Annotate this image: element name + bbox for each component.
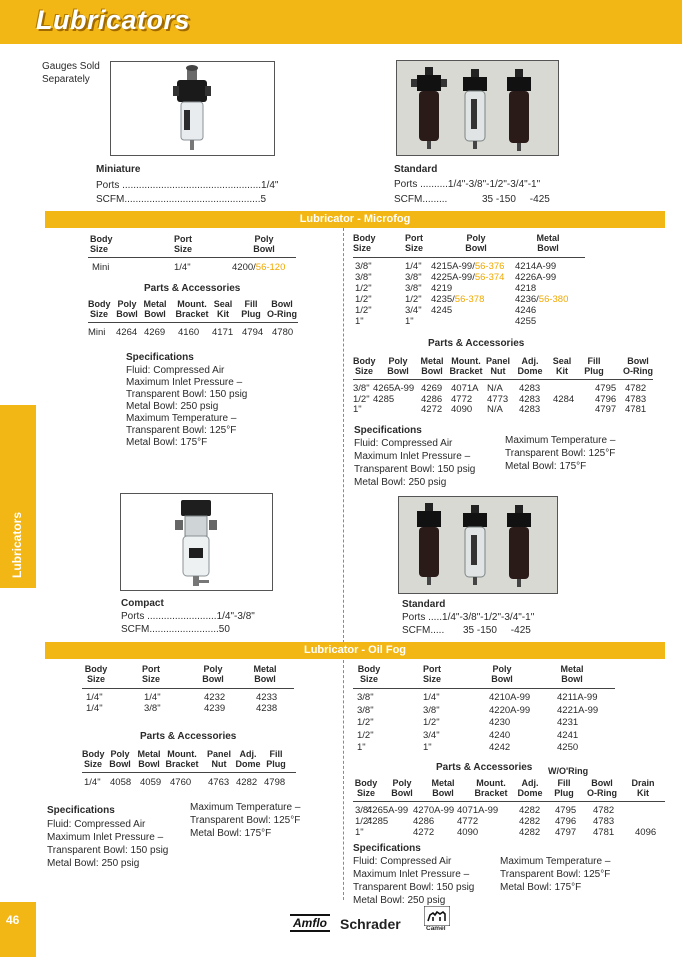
oilfog-rows-cell: 4240 (489, 729, 511, 741)
microfog-parts-rows-cell: 4090 (451, 404, 473, 415)
microfog-poly-alt: 56-374 (474, 272, 505, 283)
microfog-poly-alt: 56-378 (454, 294, 485, 305)
microfog-cell-body: 1/2" (355, 305, 372, 316)
microfog-cell-metal (515, 316, 536, 327)
microfog-parts-header-cell: Seal Kit (552, 356, 572, 376)
compact-parts-header-cell: Adj. Dome (235, 749, 261, 769)
microfog-cell-poly (431, 261, 504, 272)
microfog-cell-port: 3/8" (405, 272, 422, 283)
oilfog-parts-header-cell: Adj. Dome (517, 778, 543, 798)
compact-spec-left: Metal Bowl: 250 psig (47, 858, 140, 869)
gauges-note: Gauges Sold Separately (42, 61, 100, 85)
miniature-scfm: SCFM.................................................5 (96, 194, 267, 205)
compact-table-header (82, 664, 292, 686)
compact-parts-cell: 4059 (140, 777, 162, 788)
mini-spec-line: Metal Bowl: 250 psig (126, 401, 219, 412)
microfog-cell-port: 1/2" (405, 294, 422, 305)
oilfog-rows-cell: 4221A-99 (557, 704, 599, 716)
microfog-parts-rule (353, 379, 653, 380)
oilfog-wo-ring: W/O'Ring (548, 766, 589, 776)
mini-parts-cell: 4780 (272, 327, 294, 338)
oilfog-parts-header-cell: Poly Bowl (391, 778, 413, 798)
oilfog-parts-rows-cell: 1/2" (355, 816, 372, 827)
microfog-parts-header-cell: Bowl O-Ring (623, 356, 653, 376)
microfog-cell-metal (515, 305, 536, 316)
microfog-parts-rows-cell: 4795 (595, 383, 617, 394)
mini-parts-title: Parts & Accessories (144, 283, 241, 294)
compact-rows-cell: 1/4" (144, 692, 161, 703)
oilfog-parts-rows-cell: 4286 (413, 816, 435, 827)
oilfog-spec-right: Maximum Temperature – (500, 856, 611, 867)
column-divider (343, 660, 344, 900)
microfog-cell-body: 3/8" (355, 272, 372, 283)
microfog-parts-rows-cell: 4265A-99 (373, 383, 415, 394)
camel-icon (424, 906, 450, 926)
oilfog-parts-rows-cell: 4781 (593, 827, 615, 838)
microfog-cell-port: 1/4" (405, 261, 422, 272)
microfog-cell-body: 1/2" (355, 283, 372, 294)
mini-parts-header-row (88, 299, 298, 321)
microfog-parts-rows-cell: 4773 (487, 393, 509, 405)
compact-scfm: SCFM.........................50 (121, 624, 230, 635)
oilfog-parts-header-cell: Fill Plug (554, 778, 574, 798)
schrader-logo: Schrader (340, 916, 401, 932)
microfog-cell-body: 1" (355, 316, 364, 327)
compact-heading: Compact (121, 598, 164, 609)
microfog-parts-header-cell: Panel Nut (485, 356, 510, 376)
mini-parts-cell: 4269 (144, 327, 166, 338)
miniature-lubricator-icon (111, 62, 274, 155)
microfog-cell-poly (431, 272, 504, 283)
oilfog-rows-cell: 4220A-99 (489, 704, 531, 716)
standard-top-heading: Standard (394, 164, 438, 175)
mini-spec-line: Maximum Inlet Pressure – (126, 377, 243, 388)
compact-rows-cell: 4239 (204, 703, 226, 714)
compact-header: Metal Bowl (253, 664, 277, 684)
oilfog-spec-left: Metal Bowl: 250 psig (353, 895, 446, 906)
oilfog-rows-cell: 4231 (557, 717, 579, 728)
oilfog-header: Port Size (422, 664, 441, 684)
compact-parts-header-row (82, 749, 296, 771)
standard-top-scfm-values: 35 -150 -425 (482, 194, 550, 205)
standard-bottom-ports: Ports .....1/4"-3/8"-1/2"-3/4"-1" (402, 612, 535, 623)
standard-bottom-icon (399, 497, 557, 593)
compact-parts-cell: 4760 (170, 777, 192, 788)
oilfog-parts-rows-cell: 4270A-99 (413, 805, 455, 816)
oilfog-rows-cell: 4230 (489, 717, 511, 728)
compact-parts-header-cell: Poly Bowl (109, 749, 131, 769)
mini-spec-line: Metal Bowl: 175°F (126, 437, 208, 448)
oilfog-parts-rows-cell: 4282 (519, 816, 541, 827)
mini-spec-line: Fluid: Compressed Air (126, 365, 225, 376)
mini-spec-line: Transparent Bowl: 150 psig (126, 389, 248, 400)
oilfog-spec-right: Metal Bowl: 175°F (500, 882, 582, 893)
compact-parts-cell: 4763 (208, 777, 230, 788)
mini-parts-header: Bowl O-Ring (267, 299, 297, 319)
microfog-metal-part: 4214A-99 (515, 261, 557, 272)
oilfog-table-header (355, 664, 615, 686)
page-number-tab (0, 902, 36, 957)
oilfog-rows-cell: 1/2" (357, 717, 374, 728)
microfog-spec-left: Metal Bowl: 250 psig (354, 477, 447, 488)
compact-header: Port Size (141, 664, 160, 684)
page-title: Lubricators (36, 5, 191, 35)
oilfog-parts-rows-cell: 4796 (555, 816, 577, 827)
microfog-poly-part: 4235/ (431, 294, 455, 305)
oilfog-parts-rows-cell: 3/8" (355, 805, 372, 816)
oilfog-table-rule (353, 688, 615, 689)
oilfog-spec-right: Transparent Bowl: 125°F (500, 869, 611, 880)
mini-parts-header: Mount. Bracket (175, 299, 209, 319)
mini-parts-cell: 4264 (116, 327, 138, 338)
oilfog-rows-cell: 3/4" (423, 729, 440, 741)
compact-header: Poly Bowl (202, 664, 224, 684)
mini-parts-cell: 4794 (242, 327, 264, 338)
miniature-lubricator-photo (110, 61, 275, 156)
oilfog-rows-cell: 4250 (557, 742, 579, 753)
microfog-cell-poly (431, 283, 452, 294)
standard-bottom-scfm-values: 35 -150 -425 (463, 625, 531, 636)
microfog-metal-part: 4218 (515, 283, 537, 294)
compact-lubricator-photo (120, 493, 273, 591)
oilfog-parts-rows-cell: 1" (355, 827, 364, 838)
oilfog-parts-title: Parts & Accessories (436, 762, 533, 773)
microfog-header: Poly Bowl (465, 233, 487, 253)
microfog-header: Body Size (353, 233, 376, 253)
mini-parts-rule (88, 322, 298, 323)
compact-spec-left: Fluid: Compressed Air (47, 819, 146, 830)
mini-parts-header: Fill Plug (241, 299, 261, 319)
microfog-spec-right: Maximum Temperature – (505, 435, 616, 446)
microfog-parts-header-cell: Poly Bowl (387, 356, 409, 376)
oilfog-parts-header-cell: Mount. Bracket (474, 778, 508, 798)
microfog-parts-rows-cell: 3/8" (353, 383, 370, 394)
miniature-ports: Ports ..................................................1/4" (96, 180, 279, 191)
compact-spec-left: Transparent Bowl: 150 psig (47, 845, 169, 856)
microfog-parts-rows-cell: 4283 (519, 393, 541, 405)
microfog-poly-alt: 56-376 (474, 261, 505, 272)
microfog-parts-header-cell: Adj. Dome (517, 356, 543, 376)
microfog-parts-rows-cell: 4772 (451, 393, 473, 405)
microfog-parts-rows-cell: 4071A (451, 383, 479, 394)
oilfog-rows-cell: 3/8" (357, 704, 374, 716)
oilfog-rows-cell: 4210A-99 (489, 692, 531, 703)
microfog-specs-title: Specifications (354, 425, 422, 436)
standard-bottom-heading: Standard (402, 599, 446, 610)
page-number: 46 (6, 913, 20, 927)
microfog-parts-rows-cell: 4285 (373, 393, 395, 405)
compact-header: Body Size (84, 664, 108, 684)
mini-parts-header: Body Size (88, 299, 111, 319)
oilfog-parts-rows-cell: 4282 (519, 805, 541, 816)
oilfog-rows-cell: 1/2" (423, 717, 440, 728)
standard-top-ports: Ports ..........1/4"-3/8"-1/2"-3/4"-1" (394, 179, 541, 190)
microfog-parts-rows-cell: 4782 (625, 383, 647, 394)
microfog-metal-part: 4236/ (515, 294, 539, 305)
oilfog-parts-header-cell: Body Size (354, 778, 378, 798)
microfog-parts-rows-cell: 4797 (595, 404, 617, 415)
microfog-cell-metal (515, 283, 536, 294)
compact-parts-header-cell: Body Size (82, 749, 105, 769)
oilfog-header: Metal Bowl (560, 664, 584, 684)
mini-parts-cell: 4171 (212, 327, 234, 338)
microfog-cell-poly (431, 294, 484, 305)
microfog-parts-rows-cell: 4272 (421, 404, 443, 415)
camel-logo-text: Camel (426, 925, 446, 932)
oilfog-parts-rows-cell: 4265A-99 (367, 805, 409, 816)
microfog-cell-poly (431, 305, 452, 316)
microfog-parts-rows-cell: N/A (487, 404, 503, 415)
microfog-header: Port Size (404, 233, 423, 253)
oilfog-parts-header-row (353, 778, 663, 800)
oilfog-rows-cell: 4211A-99 (557, 692, 598, 703)
compact-rows-cell: 4233 (256, 692, 278, 703)
oilfog-parts-rows-cell: 4772 (457, 816, 479, 827)
standard-bottom-photo (398, 496, 558, 594)
oilfog-parts-rows-cell: 4285 (367, 816, 389, 827)
oilfog-parts-rows-cell: 4797 (555, 827, 577, 838)
side-tab-label: Lubricators (10, 511, 24, 578)
camel-logo (424, 906, 450, 932)
microfog-cell-port: 1" (405, 316, 414, 327)
microfog-parts-rows-cell: 4781 (625, 404, 647, 415)
compact-parts-cell: 4058 (110, 777, 132, 788)
mini-table-rule (88, 257, 296, 258)
microfog-spec-left: Fluid: Compressed Air (354, 438, 453, 449)
mini-spec-line: Maximum Temperature – (126, 413, 237, 424)
compact-rows-cell: 1/4" (86, 692, 103, 703)
microfog-parts-rows-cell: 1/2" (353, 393, 370, 405)
microfog-parts-rows-cell: 4284 (553, 393, 575, 405)
mini-parts-row (88, 327, 298, 338)
compact-parts-row (82, 777, 296, 788)
compact-table-rule (82, 688, 294, 689)
oilfog-header: Body Size (357, 664, 381, 684)
oilfog-rows-cell: 4242 (489, 742, 511, 753)
oilfog-parts-rows-cell: 4071A-99 (457, 805, 499, 816)
oilfog-spec-left: Fluid: Compressed Air (353, 856, 452, 867)
standard-lubricators-photo (396, 60, 559, 156)
mini-parts-header: Metal Bowl (143, 299, 167, 319)
compact-parts-rule (82, 772, 296, 773)
oilfog-parts-rows-cell: 4795 (555, 805, 577, 816)
oilfog-rows-cell: 1/4" (423, 692, 440, 703)
microfog-parts-header-cell: Metal Bowl (420, 356, 444, 376)
standard-top-scfm-label: SCFM......... (394, 194, 448, 205)
mini-table-poly: 4200/56-120 (232, 262, 286, 273)
compact-parts-header-cell: Fill Plug (266, 749, 286, 769)
compact-spec-left: Maximum Inlet Pressure – (47, 832, 164, 843)
compact-parts-header-cell: Panel Nut (206, 749, 231, 769)
compact-specs-title: Specifications (47, 805, 115, 816)
compact-parts-title: Parts & Accessories (140, 731, 237, 742)
section-bar-oilfog: Lubricator - Oil Fog (45, 642, 665, 659)
microfog-parts-rows-cell: 1" (353, 404, 362, 415)
mini-spec-line: Transparent Bowl: 125°F (126, 425, 237, 436)
microfog-parts-header-cell: Fill Plug (584, 356, 604, 376)
microfog-parts-header-row (353, 356, 653, 378)
mini-parts-cell: 4160 (178, 327, 200, 338)
microfog-poly-part: 4219 (431, 283, 453, 294)
compact-parts-cell: 4282 (236, 777, 258, 788)
standard-lubricators-icon (397, 61, 558, 155)
microfog-table-rule (353, 257, 585, 258)
microfog-spec-right: Metal Bowl: 175°F (505, 461, 587, 472)
microfog-parts-rows-cell: 4796 (595, 393, 617, 405)
compact-parts-cell: 1/4" (84, 777, 101, 788)
column-divider (343, 228, 344, 648)
oilfog-parts-rows-cell: 4096 (635, 827, 657, 838)
mini-table-header-body: Body Size (90, 234, 113, 254)
microfog-spec-right: Transparent Bowl: 125°F (505, 448, 616, 459)
microfog-poly-part: 4215A-99/ (431, 261, 475, 272)
microfog-parts-rows-cell: 4783 (625, 393, 647, 405)
amflo-logo: Amflo (290, 914, 330, 932)
mini-table-header-port: Port Size (173, 234, 192, 254)
mini-parts-header: Poly Bowl (116, 299, 138, 319)
microfog-cell-metal (515, 294, 568, 305)
microfog-parts-rows-cell: 4269 (421, 383, 443, 394)
compact-ports: Ports .........................1/4"-3/8" (121, 611, 255, 622)
mini-table-body: Mini (92, 262, 110, 273)
mini-specs-title: Specifications (126, 352, 194, 363)
oilfog-parts-rows-cell: 4783 (593, 816, 615, 827)
microfog-header: Metal Bowl (536, 233, 560, 253)
compact-rows-cell: 4232 (204, 692, 226, 703)
oilfog-parts-header-cell: Metal Bowl (431, 778, 455, 798)
oilfog-rows-cell: 3/8" (423, 704, 440, 716)
oilfog-rows-cell: 1" (423, 742, 432, 753)
microfog-cell-metal (515, 272, 556, 283)
microfog-metal-alt: 56-380 (538, 294, 569, 305)
compact-lubricator-icon (121, 494, 272, 590)
mini-parts-header: Seal Kit (213, 299, 233, 319)
microfog-spec-left: Transparent Bowl: 150 psig (354, 464, 476, 475)
microfog-parts-rows-cell: N/A (487, 383, 503, 394)
mini-parts-cell: Mini (88, 327, 106, 338)
mini-table-header-poly: Poly Bowl (253, 234, 275, 254)
oilfog-rows-cell: 3/8" (357, 692, 374, 703)
microfog-parts-rows-cell: 4283 (519, 383, 541, 394)
oilfog-parts-rows-cell: 4782 (593, 805, 615, 816)
oilfog-header: Poly Bowl (491, 664, 513, 684)
compact-rows-cell: 1/4" (86, 703, 103, 714)
microfog-cell-metal (515, 261, 556, 272)
oilfog-parts-rows-cell: 4272 (413, 827, 435, 838)
microfog-parts-header-cell: Body Size (353, 356, 376, 376)
oilfog-parts-rows-cell: 4282 (519, 827, 541, 838)
miniature-heading: Miniature (96, 164, 141, 175)
compact-parts-header-cell: Mount. Bracket (165, 749, 199, 769)
mini-table-port: 1/4" (174, 262, 191, 273)
compact-rows-cell: 3/8" (144, 703, 161, 714)
compact-spec-right: Transparent Bowl: 125°F (190, 815, 301, 826)
oilfog-parts-header-cell: Drain Kit (631, 778, 655, 798)
standard-bottom-scfm-label: SCFM..... (402, 625, 445, 636)
microfog-parts-title: Parts & Accessories (428, 338, 525, 349)
compact-rows-cell: 4238 (256, 703, 278, 714)
oilfog-rows-cell: 4241 (557, 729, 579, 741)
microfog-spec-left: Maximum Inlet Pressure – (354, 451, 471, 462)
oilfog-specs-title: Specifications (353, 843, 421, 854)
compact-parts-cell: 4798 (264, 777, 286, 788)
microfog-poly-part: 4245 (431, 305, 453, 316)
microfog-poly-part: 4225A-99/ (431, 272, 475, 283)
compact-parts-header-cell: Metal Bowl (137, 749, 161, 769)
oilfog-parts-header-cell: Bowl O-Ring (587, 778, 617, 798)
microfog-metal-part: 4246 (515, 305, 537, 316)
oilfog-parts-rule (353, 801, 665, 802)
section-bar-microfog: Lubricator - Microfog (45, 211, 665, 228)
compact-spec-right: Metal Bowl: 175°F (190, 828, 272, 839)
microfog-cell-body: 3/8" (355, 261, 372, 272)
oilfog-spec-left: Transparent Bowl: 150 psig (353, 882, 475, 893)
oilfog-spec-left: Maximum Inlet Pressure – (353, 869, 470, 880)
microfog-metal-part: 4255 (515, 316, 537, 327)
oilfog-parts-rows-cell: 4090 (457, 827, 479, 838)
microfog-parts-header-cell: Mount. Bracket (449, 356, 483, 376)
microfog-parts-rows-cell: 4283 (519, 404, 541, 415)
microfog-metal-part: 4226A-99 (515, 272, 557, 283)
microfog-cell-port: 3/4" (405, 305, 422, 316)
microfog-cell-port: 3/8" (405, 283, 422, 294)
microfog-cell-body: 1/2" (355, 294, 372, 305)
microfog-parts-rows-cell: 4286 (421, 393, 443, 405)
oilfog-rows-cell: 1" (357, 742, 366, 753)
compact-spec-right: Maximum Temperature – (190, 802, 301, 813)
microfog-table-header (353, 233, 583, 255)
oilfog-rows-cell: 1/2" (357, 729, 374, 741)
